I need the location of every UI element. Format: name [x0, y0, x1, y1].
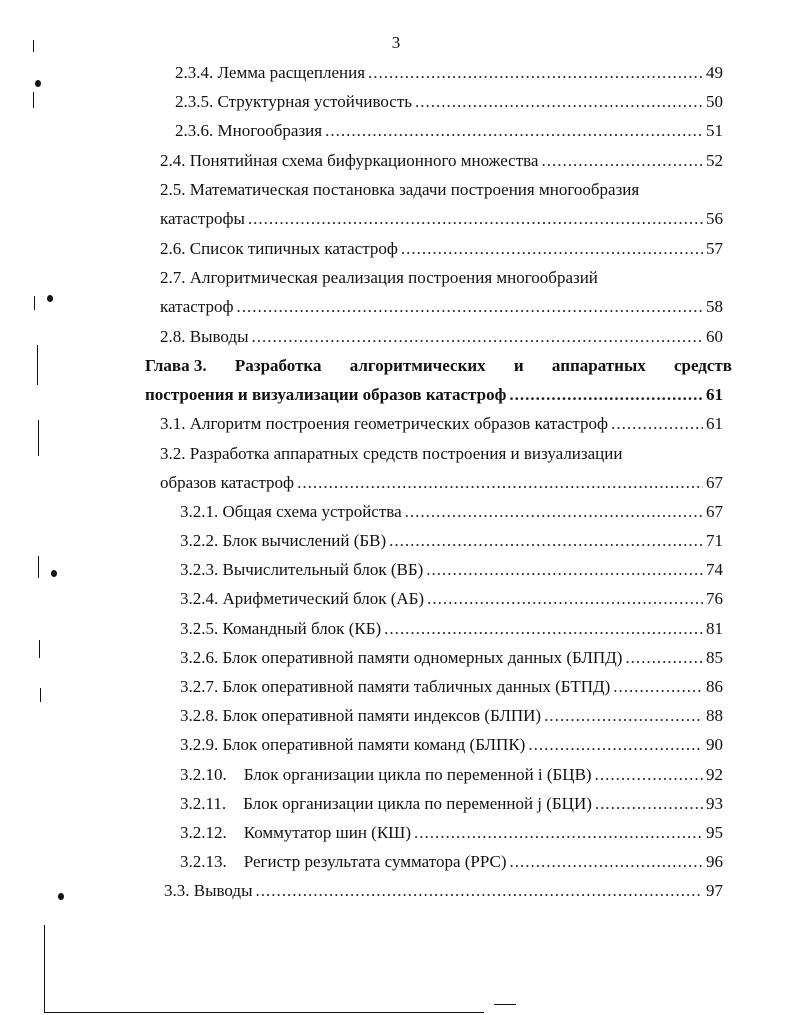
dot-leader: [256, 876, 703, 905]
toc-entry-title: Алгоритмическая реализация построения многообразий: [189, 268, 598, 287]
toc-entry-page: 86: [706, 677, 723, 696]
toc-entry-number: 2.3.5.: [175, 92, 214, 111]
dot-leader: [401, 234, 703, 263]
toc-entry-title: Разработка аппаратных средств построения и визуализации: [189, 444, 623, 463]
toc-entry-page: 95: [706, 823, 723, 842]
dot-leader: [541, 146, 703, 175]
toc-entry-2-7-line1[interactable]: [160, 263, 598, 292]
dot-leader: [595, 760, 703, 789]
toc-entry-2-3-6[interactable]: [175, 116, 723, 145]
dot-leader: [384, 614, 703, 643]
dot-leader: [528, 730, 703, 759]
toc-entry-number: 3.2.2.: [180, 531, 219, 550]
toc-entry-number: 2.8.: [160, 327, 186, 346]
dot-leader: [297, 468, 703, 497]
toc-entry-title: Блок оперативной памяти табличных данных (БТПД): [222, 677, 611, 696]
toc-entry-2-3-5[interactable]: [175, 87, 723, 116]
dot-leader: [252, 322, 703, 351]
toc-entry-number: 2.6.: [160, 239, 186, 258]
toc-entry-number: 3.2.12.: [180, 823, 227, 842]
chapter-word: Разработка: [234, 356, 322, 375]
toc-entry-3-2-12[interactable]: [180, 818, 723, 847]
toc-entry-title: Многообразия: [217, 121, 323, 140]
toc-entry-page: 60: [706, 327, 723, 346]
toc-entry-number: 3.2.9.: [180, 735, 219, 754]
toc-entry-number: 3.2.11.: [180, 794, 227, 813]
toc-entry-title: Командный блок (КБ): [222, 619, 382, 638]
dot-leader: [510, 847, 703, 876]
dot-leader: [248, 204, 703, 233]
toc-entry-page: 74: [706, 560, 723, 579]
toc-entry-3-2-10[interactable]: [180, 760, 723, 789]
toc-entry-number: 3.2.4.: [180, 589, 219, 608]
chapter-word: и: [513, 356, 524, 375]
toc-entry-number: 3.2.5.: [180, 619, 219, 638]
toc-entry-title: Понятийная схема бифуркационного множества: [189, 151, 539, 170]
toc-entry-title: Блок организации цикла по переменной i (БЦВ): [243, 765, 592, 784]
dot-leader: [427, 584, 703, 613]
toc-entry-page: 61: [706, 414, 723, 433]
toc-entry-3-2-13[interactable]: [180, 847, 723, 876]
toc-entry-page: 61: [706, 385, 723, 404]
toc-entry-number: 3.2.3.: [180, 560, 219, 579]
toc-entry-number: 3.3.: [164, 881, 190, 900]
toc-entry-page: 56: [706, 209, 723, 228]
toc-entry-3-2-3[interactable]: [180, 555, 723, 584]
toc-entry-number: 3.1.: [160, 414, 186, 433]
dot-leader: [544, 701, 703, 730]
scan-artifact-line: [494, 1004, 516, 1005]
chapter-word: Глава 3.: [145, 356, 207, 375]
dot-leader: [325, 116, 703, 145]
dot-leader: [595, 789, 703, 818]
chapter-word: алгоритмических: [349, 356, 486, 375]
toc-entry-title: Алгоритм построения геометрических образов катастроф: [189, 414, 609, 433]
toc-entry-title: Блок оперативной памяти одномерных данных (БЛПД): [222, 648, 623, 667]
dot-leader: [389, 526, 703, 555]
toc-entry-3-2-8[interactable]: [180, 701, 723, 730]
toc-entry-page: 71: [706, 531, 723, 550]
toc-entry-number: 2.3.6.: [175, 121, 214, 140]
dot-leader: [509, 380, 703, 409]
toc-entry-page: 97: [706, 881, 723, 900]
toc-entry-title-cont: катастрофы: [160, 209, 245, 228]
chapter-word: средств: [673, 356, 732, 375]
toc-entry-number: 3.2.: [160, 444, 186, 463]
toc-entry-page: 85: [706, 648, 723, 667]
toc-entry-page: 88: [706, 706, 723, 725]
toc-entry-3-2-6[interactable]: [180, 643, 723, 672]
toc-entry-2-5[interactable]: [160, 204, 723, 233]
toc-entry-3-2-4[interactable]: [180, 584, 723, 613]
toc-entry-title: Выводы: [189, 327, 249, 346]
dot-leader: [625, 643, 703, 672]
toc-entry-page: 92: [706, 765, 723, 784]
toc-entry-2-6[interactable]: [160, 234, 723, 263]
toc-entry-title: Блок организации цикла по переменной j (БЦИ): [243, 794, 592, 813]
dot-leader: [237, 292, 704, 321]
dot-leader: [613, 672, 703, 701]
toc-entry-page: 58: [706, 297, 723, 316]
toc-entry-page: 51: [706, 121, 723, 140]
page-number: 3: [391, 33, 401, 52]
toc-entry-3-2-7[interactable]: [180, 672, 723, 701]
toc-entry-2-5-line1[interactable]: [160, 175, 639, 204]
toc-entry-page: 67: [706, 502, 723, 521]
toc-entry-number: 2.7.: [160, 268, 186, 287]
toc-entry-3-3[interactable]: [164, 876, 723, 905]
toc-entry-3-2[interactable]: [160, 468, 723, 497]
toc-entry-number: 2.5.: [160, 180, 186, 199]
toc-entry-title: Математическая постановка задачи построения многообразия: [189, 180, 640, 199]
toc-entry-3-2-9[interactable]: [180, 730, 723, 759]
toc-entry-page: 76: [706, 589, 723, 608]
toc-entry-title: Общая схема устройства: [222, 502, 402, 521]
toc-chapter-3-line1[interactable]: [145, 351, 732, 380]
toc-entry-title: Блок вычислений (БВ): [222, 531, 387, 550]
toc-entry-page: 49: [706, 63, 723, 82]
toc-entry-3-2-5[interactable]: [180, 614, 723, 643]
toc-entry-title: Вычислительный блок (ВБ): [222, 560, 424, 579]
toc-entry-title: Список типичных катастроф: [189, 239, 398, 258]
toc-entry-title: Коммутатор шин (КШ): [243, 823, 411, 842]
toc-entry-number: 3.2.7.: [180, 677, 219, 696]
dot-leader: [368, 58, 703, 87]
toc-entry-number: 3.2.10.: [180, 765, 227, 784]
toc-entry-3-2-11[interactable]: [180, 789, 723, 818]
toc-entry-page: 57: [706, 239, 723, 258]
toc-entry-page: 81: [706, 619, 723, 638]
toc-entry-2-7[interactable]: [160, 292, 723, 321]
toc-entry-number: 3.2.13.: [180, 852, 227, 871]
toc-entry-number: 3.2.1.: [180, 502, 219, 521]
chapter-word: аппаратных: [551, 356, 646, 375]
toc-entry-title-cont: построения и визуализации образов катастроф: [145, 385, 507, 404]
toc-entry-3-2-2[interactable]: [180, 526, 723, 555]
toc-entry-3-2-line1[interactable]: [160, 439, 622, 468]
dot-leader: [426, 555, 703, 584]
toc-entry-title: Лемма расщепления: [217, 63, 366, 82]
toc-entry-page: 93: [706, 794, 723, 813]
dot-leader: [611, 409, 703, 438]
dot-leader: [415, 87, 703, 116]
toc-entry-title: Арифметический блок (АБ): [222, 589, 425, 608]
toc-entry-title: Структурная устойчивость: [217, 92, 413, 111]
toc-entry-title-cont: катастроф: [160, 297, 234, 316]
scan-artifact-line: [44, 1012, 484, 1013]
toc-entry-title: Блок оперативной памяти команд (БЛПК): [222, 735, 526, 754]
toc-entry-3-1[interactable]: [160, 409, 723, 438]
toc-entry-2-3-4[interactable]: [175, 58, 723, 87]
toc-entry-page: 67: [706, 473, 723, 492]
toc-entry-2-8[interactable]: [160, 322, 723, 351]
toc-entry-title: Регистр результата сумматора (РРС): [243, 852, 507, 871]
toc-entry-page: 96: [706, 852, 723, 871]
toc-chapter-3[interactable]: [145, 380, 723, 409]
toc-entry-page: 90: [706, 735, 723, 754]
toc-entry-title-cont: образов катастроф: [160, 473, 295, 492]
toc-entry-title: Блок оперативной памяти индексов (БЛПИ): [222, 706, 542, 725]
dot-leader: [405, 497, 703, 526]
toc-entry-number: 3.2.8.: [180, 706, 219, 725]
dot-leader: [414, 818, 703, 847]
table-of-contents: [0, 58, 792, 958]
toc-entry-2-4[interactable]: [160, 146, 723, 175]
toc-entry-number: 3.2.6.: [180, 648, 219, 667]
toc-entry-3-2-1[interactable]: [180, 497, 723, 526]
toc-entry-number: 2.4.: [160, 151, 186, 170]
toc-entry-title: Выводы: [193, 881, 253, 900]
toc-entry-number: 2.3.4.: [175, 63, 214, 82]
toc-entry-page: 50: [706, 92, 723, 111]
toc-entry-page: 52: [706, 151, 723, 170]
